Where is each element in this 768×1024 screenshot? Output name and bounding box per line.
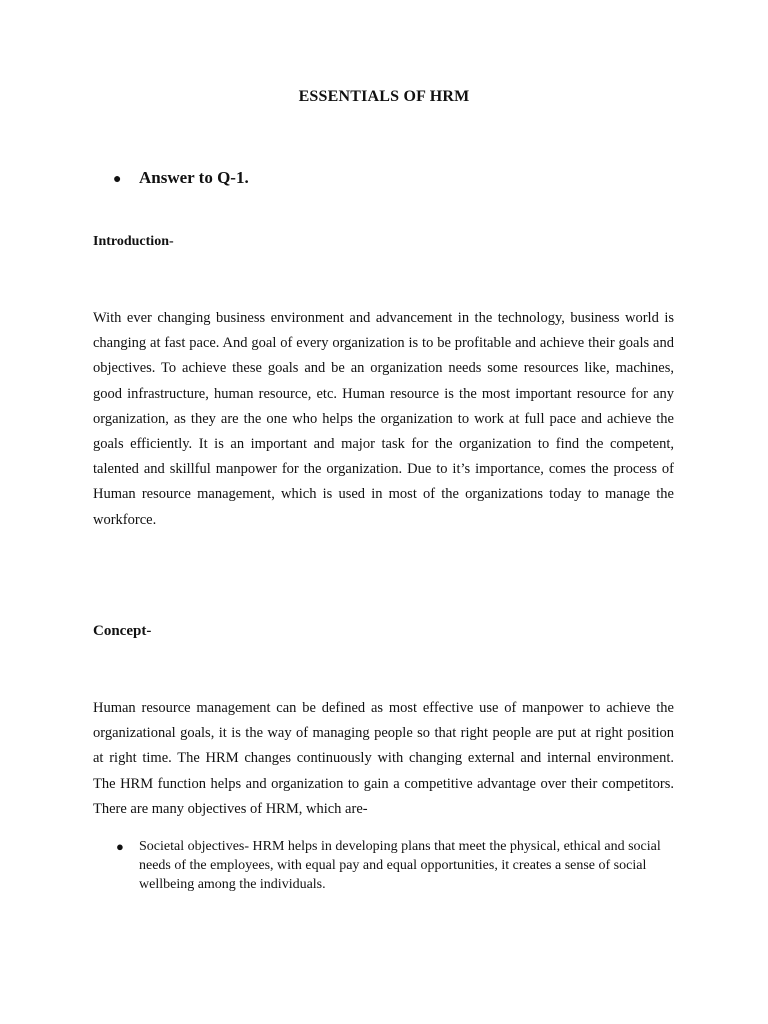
objectives-list: [114, 837, 676, 894]
bullet-icon: ●: [116, 839, 124, 854]
answer-heading: [113, 168, 249, 188]
concept-heading: Concept-: [93, 623, 152, 639]
answer-heading-text: Answer to Q-1.: [139, 168, 249, 187]
introduction-paragraph: With ever changing business environment and advancement in the technology, business world is changing at fast pace. And goal of every organization is to be profitable and achieve their goals and objectives. To achieve these goals and be an organization needs some resources like, machines, good infrastructure, human resource, etc. Human resource is the most important resource for any organization, as they are the one who helps the organization to work at full pace and achieve the goals efficiently. It is an important and major task for the organization to find the competent, talented and skillful manpower for the organization. Due to it’s importance, comes the process of Human resource management, which is used in most of the organizations today to manage the workforce.: [93, 310, 674, 528]
bullet-icon: ●: [113, 172, 122, 187]
concept-paragraph: Human resource management can be defined as most effective use of manpower to achieve the organizational goals, it is the way of managing people so that right people are put at right position at right time. The HRM changes continuously with changing external and internal environment. The HRM function helps and organization to gain a competitive advantage over their competitors. There are many objectives of HRM, which are-: [93, 700, 674, 817]
document-title: ESSENTIALS OF HRM: [298, 88, 470, 105]
introduction-heading: Introduction-: [93, 234, 174, 249]
list-item: [114, 837, 676, 894]
objective-text: Societal objectives- HRM helps in developing plans that meet the physical, ethical and social needs of the employees, with equal pay and equal opportunities, it creates a sense of social wellbeing among the individuals.: [139, 839, 661, 892]
